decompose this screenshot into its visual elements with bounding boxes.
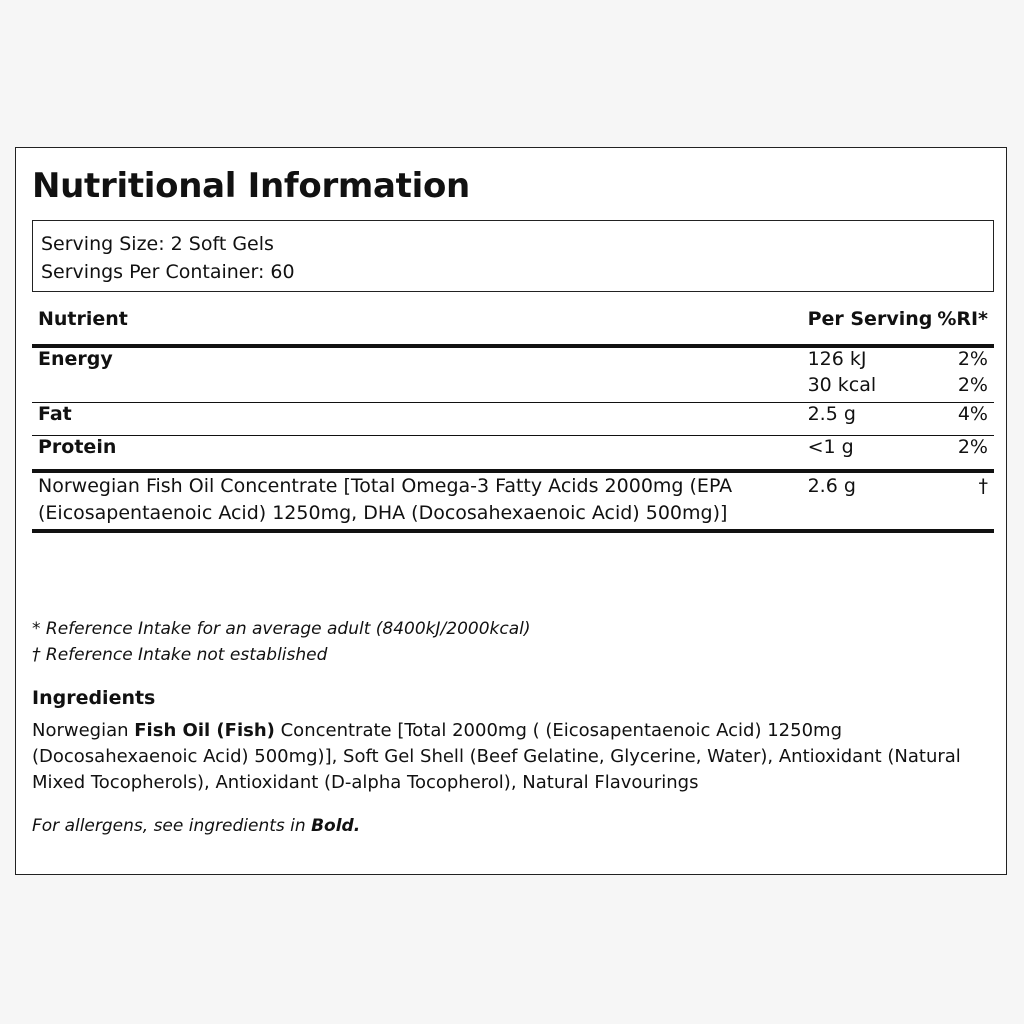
table-row-energy-kcal bbox=[32, 374, 994, 403]
ingredients-heading: Ingredients bbox=[32, 687, 156, 709]
table-header-row bbox=[32, 308, 994, 346]
label-title: Nutritional Information bbox=[32, 166, 470, 206]
nutrient-energy: Energy bbox=[32, 346, 808, 374]
energy-kcal-value: 30 kcal bbox=[807, 374, 877, 396]
footnote-reference-intake: * Reference Intake for an average adult (8400kJ/2000kcal) bbox=[32, 619, 531, 639]
allergen-note-bold: Bold. bbox=[311, 816, 361, 836]
nutrient-fat: Fat bbox=[32, 403, 808, 436]
fish-oil-value: 2.6 g bbox=[808, 471, 938, 531]
fat-value: 2.5 g bbox=[808, 403, 938, 436]
table-row-energy-kj bbox=[32, 346, 994, 374]
ingredients-allergen: Fish Oil (Fish) bbox=[134, 720, 275, 741]
nutrition-table bbox=[32, 308, 994, 533]
protein-value: <1 g bbox=[808, 436, 938, 472]
allergen-note-prefix: For allergens, see ingredients in bbox=[32, 816, 312, 836]
fat-ri: 4% bbox=[937, 403, 994, 436]
table-row-fat bbox=[32, 403, 994, 436]
nutrition-label-panel bbox=[15, 147, 1007, 875]
footnote-not-established: † Reference Intake not established bbox=[32, 645, 328, 665]
header-ri: %RI* bbox=[937, 308, 988, 330]
energy-kcal-spacer bbox=[32, 374, 808, 403]
energy-kj-ri: 2% bbox=[937, 346, 994, 374]
footnotes bbox=[32, 616, 531, 668]
protein-ri: 2% bbox=[937, 436, 994, 472]
serving-size: Serving Size: 2 Soft Gels bbox=[41, 233, 274, 255]
allergen-note bbox=[32, 816, 360, 836]
fish-oil-ri: † bbox=[937, 471, 994, 531]
ingredients-text bbox=[32, 718, 987, 796]
serving-info-box bbox=[32, 220, 994, 292]
table-row-fish-oil bbox=[32, 471, 994, 531]
energy-kcal-ri: 2% bbox=[957, 374, 988, 396]
ingredients-part1: Norwegian bbox=[32, 720, 135, 741]
nutrient-fish-oil: Norwegian Fish Oil Concentrate [Total Omega-3 Fatty Acids 2000mg (EPA (Eicosapentaenoic Acid) 1250mg, DHA (Docosahexaenoic Acid) 500mg)] bbox=[32, 471, 808, 531]
table-row-protein bbox=[32, 436, 994, 472]
header-per-serving: Per Serving bbox=[807, 308, 933, 330]
nutrient-protein: Protein bbox=[32, 436, 808, 472]
energy-kj-value: 126 kJ bbox=[808, 346, 938, 374]
header-nutrient: Nutrient bbox=[38, 308, 128, 330]
servings-per-container: Servings Per Container: 60 bbox=[41, 261, 295, 283]
ingredients-part2: Concentrate [Total 2000mg ( (Eicosapentaenoic Acid) 1250mg (Docosahexaenoic Acid) 500mg)], Soft Gel Shell (Beef Gelatine, Glycerine, Water), Antioxidant (Natural Mixed Tocopherols), Antioxidant (D-alpha Tocopherol), Natural Flavourings bbox=[32, 720, 961, 793]
